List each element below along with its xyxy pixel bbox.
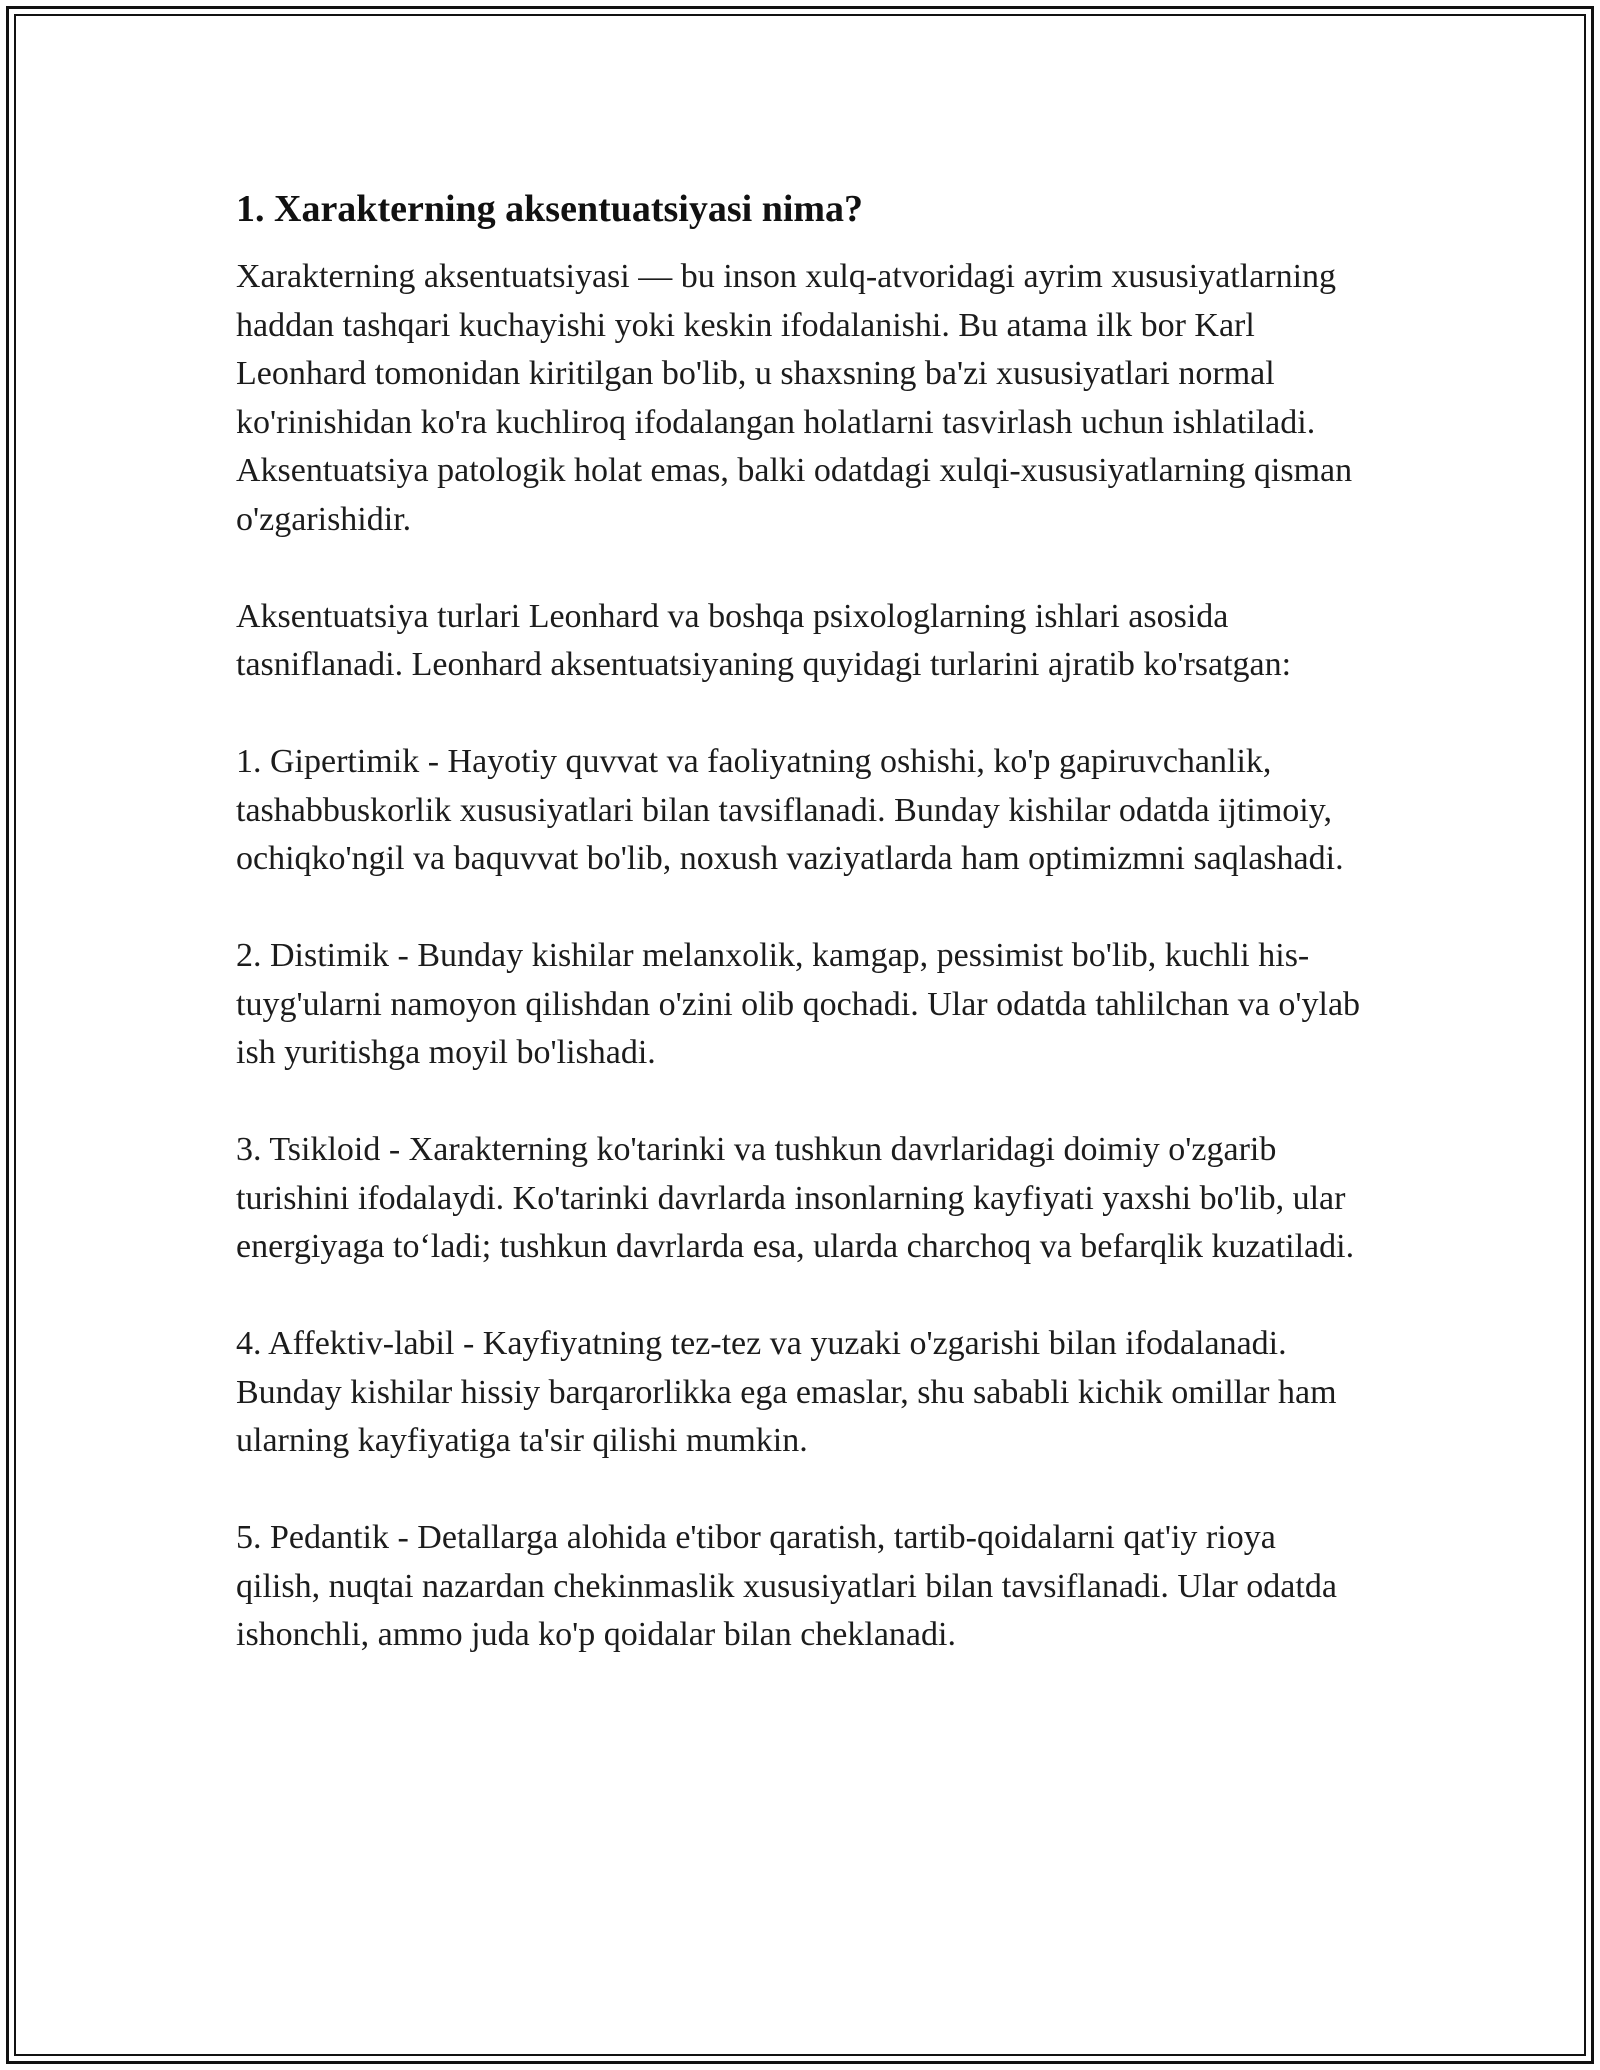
- intro-paragraph: Xarakterning aksentuatsiyasi — bu inson xulq-atvoridagi ayrim xususiyatlarning haddan tashqari kuchayishi yoki keskin ifodalanishi. Bu atama ilk bor Karl Leonhard tomonidan kiritilgan bo'lib, u shaxsning ba'zi xususiyatlari normal ko'rinishidan ko'ra kuchliroq ifodalangan holatlarni tasvirlash uchun ishlatiladi. Aksentuatsiya patologik holat emas, balki odatdagi xulqi-xususiyatlarning qisman o'zgarishidir.: [236, 258, 1353, 538]
- type-pedantik-paragraph: 5. Pedantik - Detallarga alohida e'tibor qaratish, tartib-qoidalarni qat'iy rioya qilish, nuqtai nazardan chekinmaslik xususiyatlari bilan tavsiflanadi. Ular odatda ishonchli, ammo juda ko'p qoidalar bilan cheklanadi.: [236, 1519, 1337, 1653]
- type-tsikloid-paragraph: 3. Tsikloid - Xarakterning ko'tarinki va tushkun davrlaridagi doimiy o'zgarib turishini ifodalaydi. Ko'tarinki davrlarda insonlarning kayfiyati yaxshi bo'lib, ular energiyaga to‘ladi; tushkun davrlarda esa, ularda charchoq va befarqlik kuzatiladi.: [236, 1131, 1355, 1265]
- type-distimik-paragraph: 2. Distimik - Bunday kishilar melanxolik, kamgap, pessimist bo'lib, kuchli his-tuyg'ularni namoyon qilishdan o'zini olib qochadi. Ular odatda tahlilchan va o'ylab ish yuritishga moyil bo'lishadi.: [236, 937, 1361, 1071]
- section-heading: 1. Xarakterning aksentuatsiyasi nima?: [236, 188, 864, 230]
- type-affektiv-labil-paragraph: 4. Affektiv-labil - Kayfiyatning tez-tez va yuzaki o'zgarishi bilan ifodalanadi. Bunday kishilar hissiy barqarorlikka ega emaslar, shu sababli kichik omillar ham ularning kayfiyatiga ta'sir qilishi mumkin.: [236, 1325, 1337, 1459]
- document-body: [236, 185, 1366, 1708]
- type-gipertimik-paragraph: 1. Gipertimik - Hayotiy quvvat va faoliyatning oshishi, ko'p gapiruvchanlik, tashabbuskorlik xususiyatlari bilan tavsiflanadi. Bunday kishilar odatda ijtimoiy, ochiqko'ngil va baquvvat bo'lib, noxush vaziyatlarda ham optimizmni saqlashadi.: [236, 743, 1344, 877]
- types-intro-paragraph: Aksentuatsiya turlari Leonhard va boshqa psixologlarning ishlari asosida tasniflanadi. Leonhard aksentuatsiyaning quyidagi turlarini ajratib ko'rsatgan:: [236, 597, 1292, 683]
